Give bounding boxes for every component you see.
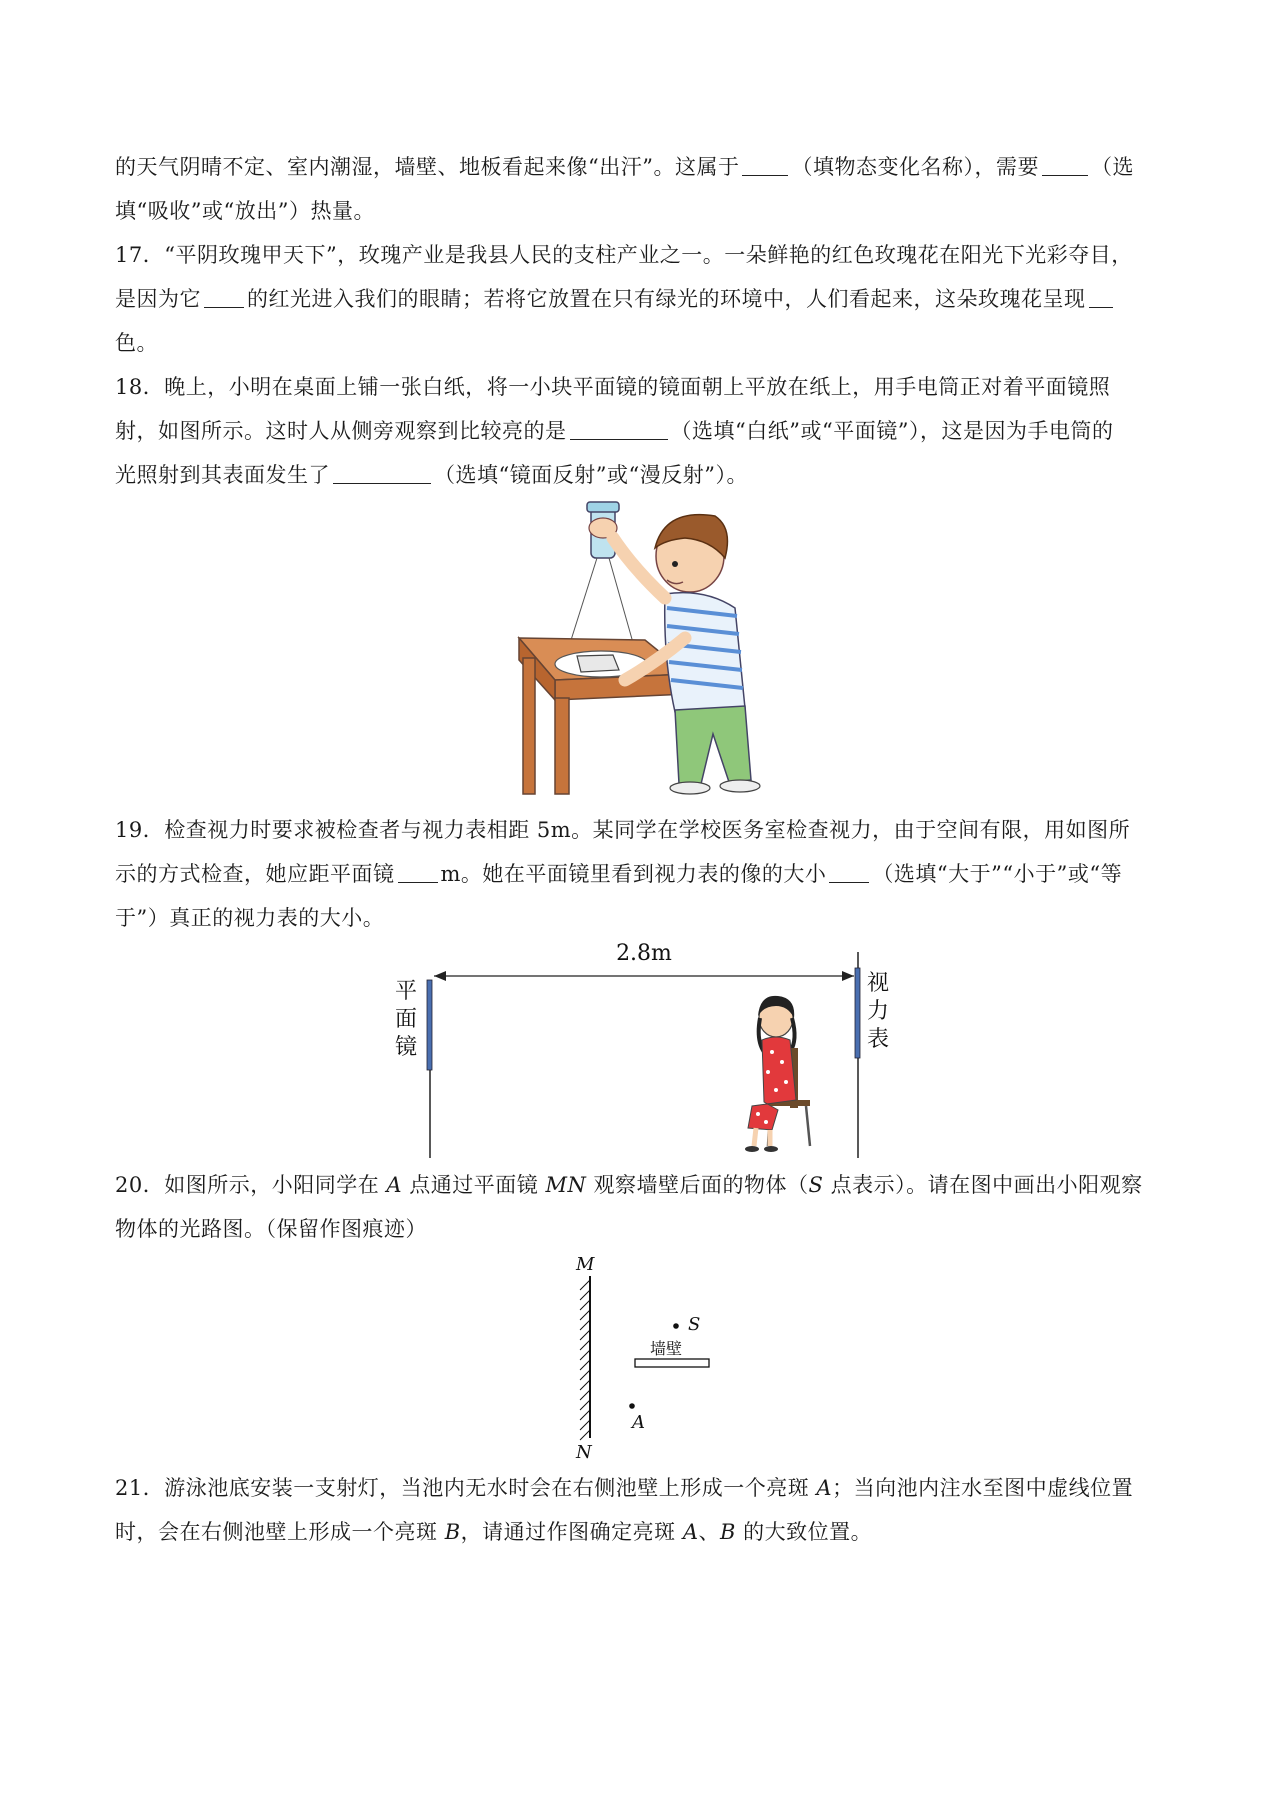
chart-label-char: 表: [866, 1027, 890, 1052]
mirror-label-char: 面: [394, 1007, 418, 1032]
q19-text-2c: （选填“大于”“小于”或“等: [872, 862, 1123, 886]
boy-pants: [675, 706, 751, 784]
q16-text-1a: 的天气阴晴不定、室内潮湿，墙壁、地板看起来像“出汗”。这属于: [115, 155, 740, 179]
q16-text-1b: （填物态变化名称），需要: [791, 155, 1039, 179]
var-mn: MN: [545, 1173, 587, 1197]
answer-blank[interactable]: [742, 153, 788, 176]
q21-text-2b: ，请通过作图确定亮斑: [460, 1520, 683, 1544]
q20-text-1a: 20．如图所示，小阳同学在: [115, 1173, 387, 1197]
q20-text-2: 物体的光路图。（保留作图痕迹）: [115, 1217, 427, 1241]
q18-text-3a: 光照射到其表面发生了: [115, 463, 330, 487]
var-a: A: [816, 1476, 833, 1500]
q18-text-1: 18．晚上，小明在桌面上铺一张白纸，将一小块平面镜的镜面朝上平放在纸上，用手电筒正对着平面镜照: [115, 375, 1111, 399]
label-a: A: [632, 1412, 645, 1433]
question-18: [115, 365, 1175, 497]
flashlight-illustration: [515, 498, 775, 798]
q19-text-3: 于”）真正的视力表的大小。: [115, 906, 385, 930]
question-17: [115, 233, 1175, 365]
var-b: B: [719, 1520, 736, 1544]
answer-blank[interactable]: [204, 285, 244, 308]
q21-text-1a: 21．游泳池底安装一支射灯，当池内无水时会在右侧池壁上形成一个亮斑: [115, 1476, 817, 1500]
answer-blank[interactable]: [570, 417, 668, 440]
q17-text-1: 17．“平阴玫瑰甲天下”，玫瑰产业是我县人民的支柱产业之一。一朵鲜艳的红色玫瑰花在阳光下光彩夺目，: [115, 243, 1133, 267]
eye-test-diagram: [380, 940, 900, 1162]
q17-text-3: 色。: [115, 331, 158, 355]
q21-text-2c: 、: [698, 1520, 720, 1544]
var-a: A: [386, 1173, 403, 1197]
mirror-label-char: 平: [394, 979, 418, 1004]
q20-text-1b: 点通过平面镜: [402, 1173, 546, 1197]
q18-text-3b: （选填“镜面反射”或“漫反射”）。: [434, 463, 748, 487]
label-s: S: [688, 1314, 701, 1335]
q20-text-1d: 点表示）。请在图中画出小阳观察: [823, 1173, 1143, 1197]
q18-text-2a: 射，如图所示。这时人从侧旁观察到比较亮的是: [115, 419, 567, 443]
q20-text-1c: 观察墙壁后面的物体（: [586, 1173, 809, 1197]
var-b: B: [444, 1520, 461, 1544]
var-a: A: [682, 1520, 699, 1544]
var-s: S: [808, 1173, 824, 1197]
q17-text-2b: 的红光进入我们的眼睛；若将它放置在只有绿光的环境中，人们看起来，这朵玫瑰花呈现: [247, 287, 1086, 311]
plane-mirror: [577, 655, 619, 672]
wall-label: 墙壁: [650, 1339, 683, 1358]
question-20: [115, 1163, 1175, 1251]
mirror-wall-diagram: [560, 1250, 740, 1460]
label-n: N: [576, 1442, 592, 1460]
mirror-label-char: 镜: [394, 1035, 418, 1060]
q16-text-2: 填“吸收”或“放出”）热量。: [115, 199, 375, 223]
q18-text-2b: （选填“白纸”或“平面镜”），这是因为手电筒的: [670, 419, 1114, 443]
point-a: [629, 1403, 635, 1409]
question-19: [115, 808, 1175, 940]
question-21: [115, 1466, 1175, 1554]
eye-chart-bar: [855, 968, 860, 1058]
q21-text-1b: ；当向池内注水至图中虚线位置: [832, 1476, 1134, 1500]
q19-text-2a: 示的方式检查，她应距平面镜: [115, 862, 395, 886]
answer-blank[interactable]: [1089, 285, 1113, 308]
q19-text-2b: m。她在平面镜里看到视力表的像的大小: [440, 862, 827, 886]
answer-blank[interactable]: [1042, 153, 1088, 176]
plane-mirror-bar: [427, 980, 432, 1070]
question-16-tail: [115, 145, 1175, 233]
chart-label-char: 视: [866, 971, 890, 996]
q21-text-2a: 时，会在右侧池壁上形成一个亮斑: [115, 1520, 445, 1544]
q17-text-2a: 是因为它: [115, 287, 201, 311]
seated-girl-illustration: [745, 996, 810, 1152]
q19-text-1: 19．检查视力时要求被检查者与视力表相距 5m。某同学在学校医务室检查视力，由于空间有限，用如图所: [115, 818, 1131, 842]
q21-text-2d: 的大致位置。: [735, 1520, 873, 1544]
point-s: [673, 1323, 679, 1329]
label-m: M: [576, 1254, 595, 1275]
q16-text-1c: （选: [1090, 155, 1134, 179]
distance-label: 2.8m: [616, 941, 672, 966]
answer-blank[interactable]: [333, 461, 431, 484]
answer-blank[interactable]: [829, 860, 869, 883]
chart-label-char: 力: [866, 999, 890, 1024]
wall-block: [635, 1359, 709, 1367]
answer-blank[interactable]: [398, 860, 438, 883]
